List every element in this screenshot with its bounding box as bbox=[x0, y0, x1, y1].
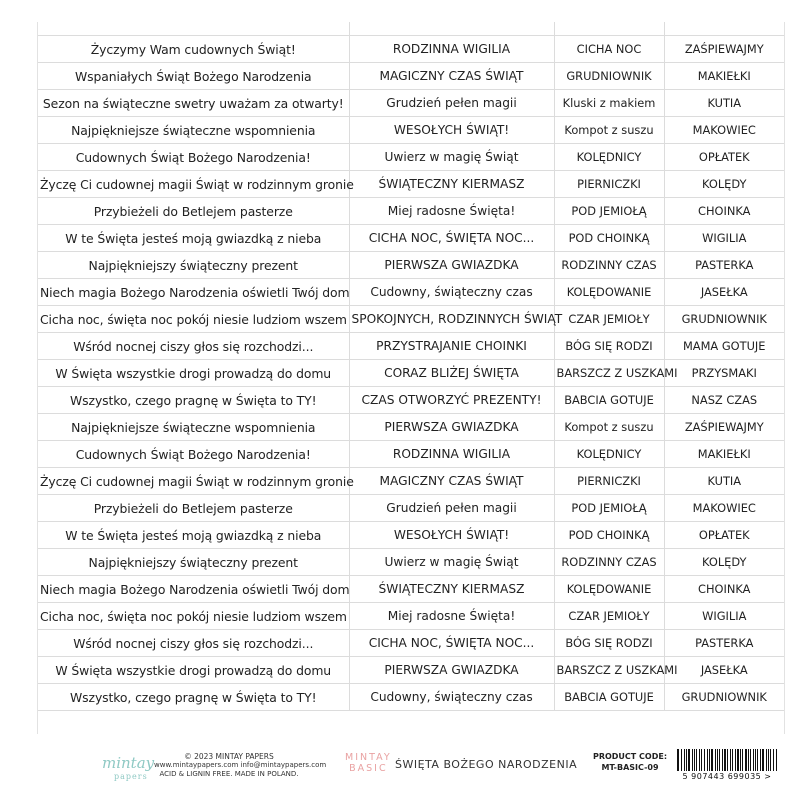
sticker-label: CHOINKA bbox=[664, 198, 784, 225]
sticker-label: CICHA NOC, ŚWIĘTA NOC... bbox=[349, 630, 554, 657]
sticker-label: RODZINNA WIGILIA bbox=[349, 36, 554, 63]
sticker-row bbox=[38, 549, 784, 576]
sticker-label: PIERWSZA GWIAZDKA bbox=[349, 252, 554, 279]
sticker-label: CZAS OTWORZYĆ PREZENTY! bbox=[349, 387, 554, 414]
sticker-label: OPŁATEK bbox=[664, 522, 784, 549]
logo-text: mintay bbox=[102, 754, 155, 772]
logo-sub: papers bbox=[114, 772, 148, 781]
barcode-bar bbox=[762, 749, 764, 771]
sticker-row bbox=[38, 414, 784, 441]
barcode-bar bbox=[727, 749, 728, 771]
sticker-label: Życzymy Wam cudownych Świąt! bbox=[38, 36, 349, 63]
sticker-row bbox=[38, 684, 784, 711]
sticker-label: MAGICZNY CZAS ŚWIĄT bbox=[349, 63, 554, 90]
barcode-bar bbox=[719, 749, 721, 771]
sticker-label: Sezon na świąteczne swetry uważam za otwarty! bbox=[38, 90, 349, 117]
sticker-label: BÓG SIĘ RODZI bbox=[554, 333, 664, 360]
sticker-label: RODZINNA WIGILIA bbox=[349, 441, 554, 468]
sticker-row bbox=[38, 252, 784, 279]
sticker-label: Wszystko, czego pragnę w Święta to TY! bbox=[38, 684, 349, 711]
sticker-row bbox=[38, 657, 784, 684]
barcode-bar bbox=[688, 749, 690, 771]
sticker-row bbox=[38, 333, 784, 360]
sticker-label: Cicha noc, święta noc pokój niesie ludziom wszem bbox=[38, 306, 349, 333]
sticker-row bbox=[38, 441, 784, 468]
sticker-label: PASTERKA bbox=[664, 252, 784, 279]
contact-text: www.mintaypapers.com info@mintaypapers.com bbox=[154, 761, 327, 769]
sticker-label: Cudowny, świąteczny czas bbox=[349, 684, 554, 711]
sticker-label: Wśród nocnej ciszy głos się rozchodzi... bbox=[38, 630, 349, 657]
sticker-label: BABCIA GOTUJE bbox=[554, 684, 664, 711]
sticker-label: Wśród nocnej ciszy głos się rozchodzi... bbox=[38, 333, 349, 360]
sticker-label: Życzę Ci cudownej magii Świąt w rodzinnym gronie bbox=[38, 171, 349, 198]
sticker-label: Najpiękniejszy świąteczny prezent bbox=[38, 252, 349, 279]
mintay-basic-logo bbox=[345, 752, 392, 774]
sticker-label: Grudzień pełen magii bbox=[349, 495, 554, 522]
brand-top: MINTAY bbox=[345, 752, 392, 763]
sticker-row bbox=[38, 603, 784, 630]
sticker-label: GRUDNIOWNIK bbox=[664, 306, 784, 333]
barcode-bar bbox=[748, 749, 749, 771]
sticker-label: PASTERKA bbox=[664, 630, 784, 657]
barcode-bar bbox=[766, 749, 767, 771]
barcode-number: 5 907443 699035 > bbox=[682, 772, 772, 781]
sticker-label: CICHA NOC, ŚWIĘTA NOC... bbox=[349, 225, 554, 252]
sticker-label: Uwierz w magię Świąt bbox=[349, 549, 554, 576]
barcode-bar bbox=[678, 749, 679, 771]
product-code-label: PRODUCT CODE: bbox=[592, 752, 668, 761]
barcode-bar bbox=[724, 749, 726, 771]
sticker-label: POD JEMIOŁĄ bbox=[554, 495, 664, 522]
sticker-label: Miej radosne Święta! bbox=[349, 603, 554, 630]
sticker-label: GRUDNIOWNIK bbox=[554, 63, 664, 90]
sticker-label: W Święta wszystkie drogi prowadzą do domu bbox=[38, 360, 349, 387]
header-strip bbox=[38, 22, 784, 36]
sticker-label: MAGICZNY CZAS ŚWIĄT bbox=[349, 468, 554, 495]
sticker-label: RODZINNY CZAS bbox=[554, 549, 664, 576]
barcode-bar bbox=[773, 749, 774, 771]
sticker-label: POD CHOINKĄ bbox=[554, 522, 664, 549]
sticker-row bbox=[38, 225, 784, 252]
barcode-bar bbox=[757, 749, 758, 771]
sticker-label: Przybieżeli do Betlejem pasterze bbox=[38, 495, 349, 522]
sticker-label: Niech magia Bożego Narodzenia oświetli Twój dom bbox=[38, 576, 349, 603]
barcode-bar bbox=[686, 749, 687, 771]
sticker-label: Cudowny, świąteczny czas bbox=[349, 279, 554, 306]
sticker-row bbox=[38, 171, 784, 198]
sticker-label: W te Święta jesteś moją gwiazdką z nieba bbox=[38, 522, 349, 549]
barcode-bar bbox=[745, 749, 747, 771]
barcode-bar bbox=[755, 749, 756, 771]
sticker-label: SPOKOJNYCH, RODZINNYCH ŚWIĄT bbox=[349, 306, 554, 333]
sticker-label: CZAR JEMIOŁY bbox=[554, 603, 664, 630]
sticker-label: W te Święta jesteś moją gwiazdką z nieba bbox=[38, 225, 349, 252]
sticker-label: WESOŁYCH ŚWIĄT! bbox=[349, 522, 554, 549]
barcode-bar bbox=[694, 749, 696, 771]
sticker-label: NASZ CZAS bbox=[664, 387, 784, 414]
sticker-row bbox=[38, 522, 784, 549]
sticker-row bbox=[38, 630, 784, 657]
sticker-label: MAKIEŁKI bbox=[664, 441, 784, 468]
barcode-bars bbox=[677, 749, 777, 771]
barcode-bar bbox=[681, 749, 683, 771]
sticker-label: BARSZCZ Z USZKAMI bbox=[554, 360, 664, 387]
collection-title: ŚWIĘTA BOŻEGO NARODZENIA bbox=[395, 758, 578, 771]
sticker-label: PIERWSZA GWIAZDKA bbox=[349, 414, 554, 441]
sticker-label: Najpiękniejszy świąteczny prezent bbox=[38, 549, 349, 576]
sticker-label: Cudownych Świąt Bożego Narodzenia! bbox=[38, 441, 349, 468]
sticker-label: Wspaniałych Świąt Bożego Narodzenia bbox=[38, 63, 349, 90]
sticker-label: Przybieżeli do Betlejem pasterze bbox=[38, 198, 349, 225]
sticker-label: PRZYSMAKI bbox=[664, 360, 784, 387]
sticker-label: PIERWSZA GWIAZDKA bbox=[349, 657, 554, 684]
sticker-label: MAKOWIEC bbox=[664, 117, 784, 144]
sticker-sheet bbox=[37, 22, 785, 734]
sticker-row bbox=[38, 360, 784, 387]
copyright-block bbox=[154, 752, 327, 779]
sticker-label: JASEŁKA bbox=[664, 657, 784, 684]
sticker-label: PIERNICZKI bbox=[554, 171, 664, 198]
sticker-label: Życzę Ci cudownej magii Świąt w rodzinnym gronie bbox=[38, 468, 349, 495]
sticker-row bbox=[38, 198, 784, 225]
sticker-label: POD CHOINKĄ bbox=[554, 225, 664, 252]
sticker-label: Kompot z suszu bbox=[554, 414, 664, 441]
sticker-row bbox=[38, 279, 784, 306]
sticker-label: ZAŚPIEWAJMY bbox=[664, 414, 784, 441]
sticker-row bbox=[38, 36, 784, 63]
sticker-label: Kompot z suszu bbox=[554, 117, 664, 144]
sticker-label: KOLĘDY bbox=[664, 171, 784, 198]
sticker-label: CZAR JEMIOŁY bbox=[554, 306, 664, 333]
sticker-label: MAKOWIEC bbox=[664, 495, 784, 522]
sticker-label: KOLĘDOWANIE bbox=[554, 279, 664, 306]
sticker-label: W Święta wszystkie drogi prowadzą do domu bbox=[38, 657, 349, 684]
sticker-label: WIGILIA bbox=[664, 603, 784, 630]
acid-free-text: ACID & LIGNIN FREE. MADE IN POLAND. bbox=[159, 770, 299, 778]
barcode-bar bbox=[701, 749, 703, 771]
sticker-label: Cicha noc, święta noc pokój niesie ludziom wszem bbox=[38, 603, 349, 630]
brand-bottom: BASIC bbox=[349, 763, 388, 774]
copyright-text: © 2023 MINTAY PAPERS bbox=[184, 752, 274, 761]
sticker-label: KOLĘDY bbox=[664, 549, 784, 576]
sticker-row bbox=[38, 576, 784, 603]
sticker-label: Grudzień pełen magii bbox=[349, 90, 554, 117]
barcode-bar bbox=[717, 749, 718, 771]
barcode-bar bbox=[740, 749, 741, 771]
sticker-label: JASEŁKA bbox=[664, 279, 784, 306]
sticker-label: Miej radosne Święta! bbox=[349, 198, 554, 225]
barcode-bar bbox=[770, 749, 772, 771]
sticker-row bbox=[38, 495, 784, 522]
sticker-row bbox=[38, 387, 784, 414]
sticker-row bbox=[38, 117, 784, 144]
sticker-label: Najpiękniejsze świąteczne wspomnienia bbox=[38, 117, 349, 144]
product-code: MT-BASIC-09 bbox=[601, 763, 659, 772]
sticker-label: ŚWIĄTECZNY KIERMASZ bbox=[349, 171, 554, 198]
sticker-label: KOLĘDOWANIE bbox=[554, 576, 664, 603]
sticker-label: KOLĘDNICY bbox=[554, 144, 664, 171]
sticker-row bbox=[38, 306, 784, 333]
sticker-label: Najpiękniejsze świąteczne wspomnienia bbox=[38, 414, 349, 441]
sticker-label: Niech magia Bożego Narodzenia oświetli Twój dom bbox=[38, 279, 349, 306]
barcode-bar bbox=[732, 749, 734, 771]
sticker-label: CICHA NOC bbox=[554, 36, 664, 63]
sticker-row bbox=[38, 90, 784, 117]
sticker-label: ŚWIĄTECZNY KIERMASZ bbox=[349, 576, 554, 603]
barcode bbox=[677, 749, 777, 783]
sticker-label: MAKIEŁKI bbox=[664, 63, 784, 90]
sticker-label: ZAŚPIEWAJMY bbox=[664, 36, 784, 63]
sticker-label: GRUDNIOWNIK bbox=[664, 684, 784, 711]
sticker-label: PRZYSTRAJANIE CHOINKI bbox=[349, 333, 554, 360]
sticker-label: Uwierz w magię Świąt bbox=[349, 144, 554, 171]
sticker-label: KUTIA bbox=[664, 468, 784, 495]
sticker-label: Wszystko, czego pragnę w Święta to TY! bbox=[38, 387, 349, 414]
sticker-label: CORAZ BLIŻEJ ŚWIĘTA bbox=[349, 360, 554, 387]
sticker-label: OPŁATEK bbox=[664, 144, 784, 171]
sticker-label: POD JEMIOŁĄ bbox=[554, 198, 664, 225]
sticker-grid bbox=[38, 22, 784, 711]
sticker-label: MAMA GOTUJE bbox=[664, 333, 784, 360]
barcode-bar bbox=[704, 749, 706, 771]
sticker-row bbox=[38, 144, 784, 171]
sticker-label: BÓG SIĘ RODZI bbox=[554, 630, 664, 657]
sticker-label: BABCIA GOTUJE bbox=[554, 387, 664, 414]
product-code-block bbox=[590, 751, 670, 773]
sticker-label: Kluski z makiem bbox=[554, 90, 664, 117]
sticker-label: WIGILIA bbox=[664, 225, 784, 252]
barcode-bar bbox=[696, 749, 697, 771]
sticker-label: WESOŁYCH ŚWIĄT! bbox=[349, 117, 554, 144]
barcode-bar bbox=[742, 749, 743, 771]
barcode-bar bbox=[735, 749, 736, 771]
sticker-label: RODZINNY CZAS bbox=[554, 252, 664, 279]
barcode-bar bbox=[709, 749, 710, 771]
sticker-label: PIERNICZKI bbox=[554, 468, 664, 495]
sticker-label: KUTIA bbox=[664, 90, 784, 117]
sticker-label: CHOINKA bbox=[664, 576, 784, 603]
barcode-bar bbox=[750, 749, 751, 771]
barcode-bar bbox=[711, 749, 713, 771]
sticker-label: BARSZCZ Z USZKAMI bbox=[554, 657, 664, 684]
barcode-bar bbox=[776, 749, 777, 771]
mintay-logo bbox=[102, 756, 154, 784]
sticker-label: KOLĘDNICY bbox=[554, 441, 664, 468]
sticker-row bbox=[38, 468, 784, 495]
sticker-label: Cudownych Świąt Bożego Narodzenia! bbox=[38, 144, 349, 171]
sticker-row bbox=[38, 63, 784, 90]
